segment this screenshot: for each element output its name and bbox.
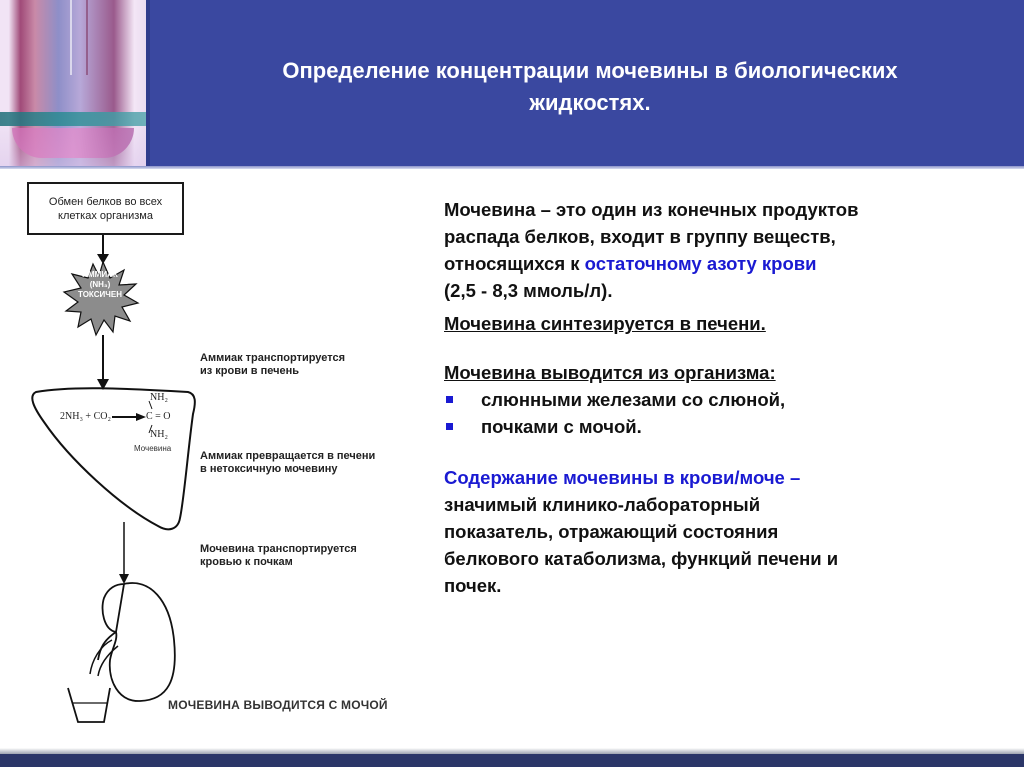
step1-line-1: Аммиак транспортируется (200, 352, 346, 364)
synthesis-statement: Мочевина синтезируется в печени. (444, 313, 766, 334)
slide-title (200, 55, 980, 119)
p1-line-1: Мочевина – это один из конечных продуктов (444, 199, 859, 220)
liver-shape (32, 388, 195, 529)
step-label-transport-kidney (200, 543, 357, 569)
pipette-shape (70, 0, 88, 75)
formula-nh2-bottom: NH₂ (150, 429, 168, 440)
formula-nh2-top: NH₂ (150, 392, 168, 403)
step1-line-2: из крови в печень (200, 365, 300, 377)
excretion-heading: Мочевина выводится из организма: (444, 362, 776, 383)
box-line-1: Обмен белков во всех (48, 195, 163, 208)
p4-line-3: показатель, отражающий состояния (444, 521, 779, 542)
bullet-text-2: почками с мочой. (481, 416, 642, 437)
urea-content-highlight: Содержание мочевины в крови/моче – (444, 467, 801, 488)
flask-liquid (12, 128, 134, 158)
header-divider (146, 0, 150, 168)
bullet-item-2 (444, 413, 984, 440)
p4-line-2: значимый клинико-лабораторный (444, 494, 761, 515)
star-line-3: ТОКСИЧЕН (78, 290, 122, 299)
star-line-2: (NH₃) (89, 280, 111, 289)
text-panel (444, 196, 984, 599)
urea-cycle-diagram (0, 170, 420, 730)
bullet-text-1: слюнными железами со слюной, (481, 389, 786, 410)
formula-carbonyl: C = O (146, 411, 171, 422)
p4-line-4: белкового катаболизма, функций печени и (444, 548, 839, 569)
step3-line-2: кровью к почкам (200, 556, 293, 568)
square-bullet-icon (446, 423, 453, 430)
final-excretion-label: МОЧЕВИНА ВЫВОДИТСЯ С МОЧОЙ (168, 698, 388, 712)
star-line-1: АММИАК (82, 270, 118, 279)
step-label-conversion (200, 450, 375, 476)
ammonia-star-label (70, 270, 130, 300)
residual-nitrogen-highlight: остаточному азоту крови (584, 253, 817, 274)
step-label-transport-liver (200, 352, 345, 378)
header-bottom-edge (0, 166, 1024, 169)
title-line-2: жидкостях. (529, 90, 651, 115)
title-line-1: Определение концентрации мочевины в биологических (282, 58, 898, 83)
step2-line-2: в нетоксичную мочевину (200, 463, 338, 475)
slide-footer-bar (0, 754, 1024, 767)
box-line-2: клетках организма (58, 209, 153, 222)
p1-line-2: распада белков, входит в группу веществ, (444, 226, 836, 247)
step2-line-1: Аммиак превращается в печени (200, 450, 376, 462)
clinical-significance-paragraph (444, 464, 984, 599)
urine-cup-icon (68, 688, 110, 722)
formula-reactants: 2NH₃ + CO₂ (60, 411, 111, 422)
flask-band (0, 112, 146, 126)
step3-line-1: Мочевина транспортируется (200, 543, 357, 555)
formula-caption: Мочевина (134, 444, 172, 453)
flask-image (0, 0, 146, 168)
p1-line-4: (2,5 - 8,3 ммоль/л). (444, 280, 613, 301)
protein-metabolism-box (27, 182, 184, 235)
slide-header (0, 0, 1024, 168)
bullet-item-1 (444, 386, 984, 413)
square-bullet-icon (446, 396, 453, 403)
definition-paragraph (444, 196, 984, 304)
p1-line-3-prefix: относящихся к (444, 253, 585, 274)
p4-line-5: почек. (444, 575, 502, 596)
